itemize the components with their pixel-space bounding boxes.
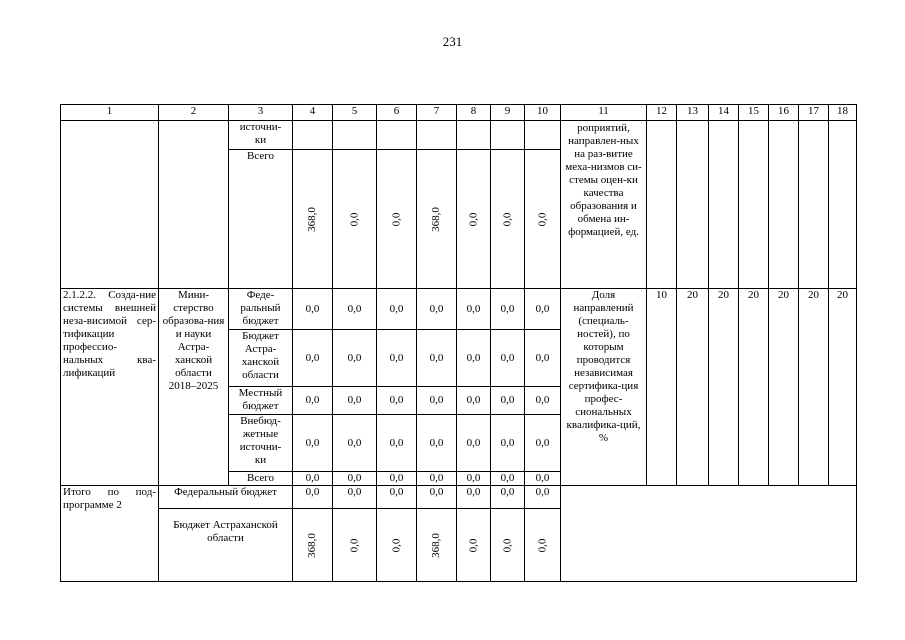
value-cell: 0,0 bbox=[417, 387, 457, 415]
value-cell: 0,0 bbox=[333, 289, 377, 330]
col-header: 4 bbox=[293, 105, 333, 121]
value-cell: 0,0 bbox=[457, 330, 491, 387]
value-cell: 0,0 bbox=[377, 486, 417, 509]
value-cell: 0,0 bbox=[293, 415, 333, 472]
value-cell: 0,0 bbox=[293, 289, 333, 330]
source-label: Местный бюджет bbox=[229, 387, 293, 415]
col-header: 11 bbox=[561, 105, 647, 121]
value-cell: 0,0 bbox=[417, 330, 457, 387]
value-cell: 0,0 bbox=[390, 212, 402, 226]
value-cell: 0,0 bbox=[417, 472, 457, 486]
col-header: 17 bbox=[799, 105, 829, 121]
col-header: 8 bbox=[457, 105, 491, 121]
value-cell: 0,0 bbox=[417, 415, 457, 472]
col-header: 14 bbox=[709, 105, 739, 121]
value-cell: 0,0 bbox=[536, 212, 548, 226]
source-label: Бюджет Астраханской области bbox=[159, 509, 293, 582]
value-cell: 0,0 bbox=[525, 486, 561, 509]
value-cell: 0,0 bbox=[457, 472, 491, 486]
col-header: 15 bbox=[739, 105, 769, 121]
value-cell: 0,0 bbox=[377, 472, 417, 486]
col-header: 18 bbox=[829, 105, 857, 121]
value-cell: 0,0 bbox=[525, 289, 561, 330]
subtotal-label: Итого по под-программе 2 bbox=[61, 486, 159, 582]
source-label: Федеральный бюджет bbox=[159, 486, 293, 509]
indicator-cell: Доля направлений (специаль-ностей), по которым проводится независимая сертифика-ция профес-сиональных квалифика-ций, % bbox=[561, 289, 647, 486]
value-cell: 368,0 bbox=[306, 532, 318, 558]
source-label: источни- ки bbox=[229, 121, 293, 150]
value-cell: 0,0 bbox=[293, 387, 333, 415]
value-cell: 0,0 bbox=[348, 538, 360, 552]
value-cell: 368,0 bbox=[306, 206, 318, 232]
col-header: 3 bbox=[229, 105, 293, 121]
col-header: 13 bbox=[677, 105, 709, 121]
value-cell: 0,0 bbox=[501, 212, 513, 226]
col-header: 10 bbox=[525, 105, 561, 121]
value-cell: 0,0 bbox=[333, 387, 377, 415]
budget-table bbox=[60, 104, 857, 582]
target-cell: 20 bbox=[709, 289, 739, 486]
source-label: Бюджет Астра- ханской области bbox=[229, 330, 293, 387]
value-cell: 0,0 bbox=[536, 538, 548, 552]
value-cell: 0,0 bbox=[467, 212, 479, 226]
indicator-cell: роприятий, направлен-ных на раз-витие меха-низмов си-стемы оцен-ки качества образования и обмена ин-формацией, ед. bbox=[561, 121, 647, 289]
executor-cell: Мини-стерство образова-ния и науки Астра-ханской области 2018–2025 bbox=[159, 289, 229, 486]
col-header: 16 bbox=[769, 105, 799, 121]
header-row bbox=[61, 105, 857, 121]
col-header: 7 bbox=[417, 105, 457, 121]
target-cell: 20 bbox=[739, 289, 769, 486]
value-cell: 0,0 bbox=[501, 538, 513, 552]
value-cell: 0,0 bbox=[491, 387, 525, 415]
value-cell: 0,0 bbox=[417, 486, 457, 509]
value-cell: 0,0 bbox=[457, 415, 491, 472]
table-row bbox=[61, 121, 857, 150]
value-cell: 0,0 bbox=[377, 415, 417, 472]
source-label: Всего bbox=[229, 150, 293, 289]
col-header: 6 bbox=[377, 105, 417, 121]
target-cell: 10 bbox=[647, 289, 677, 486]
value-cell: 0,0 bbox=[333, 415, 377, 472]
value-cell: 0,0 bbox=[348, 212, 360, 226]
table-row bbox=[61, 289, 857, 330]
value-cell: 0,0 bbox=[525, 415, 561, 472]
page-number: 231 bbox=[442, 34, 463, 49]
value-cell: 368,0 bbox=[430, 206, 442, 232]
value-cell: 0,0 bbox=[491, 472, 525, 486]
value-cell: 0,0 bbox=[293, 330, 333, 387]
value-cell: 0,0 bbox=[390, 538, 402, 552]
value-cell: 0,0 bbox=[525, 472, 561, 486]
value-cell: 0,0 bbox=[491, 486, 525, 509]
value-cell: 0,0 bbox=[377, 289, 417, 330]
target-cell: 20 bbox=[829, 289, 857, 486]
target-cell: 20 bbox=[799, 289, 829, 486]
col-header: 1 bbox=[61, 105, 159, 121]
value-cell: 368,0 bbox=[430, 532, 442, 558]
value-cell: 0,0 bbox=[457, 387, 491, 415]
value-cell: 0,0 bbox=[377, 330, 417, 387]
table-row bbox=[61, 486, 857, 509]
value-cell: 0,0 bbox=[457, 486, 491, 509]
executor-cell bbox=[159, 121, 229, 289]
target-cell: 20 bbox=[677, 289, 709, 486]
source-label: Феде- ральный бюджет bbox=[229, 289, 293, 330]
value-cell: 0,0 bbox=[491, 415, 525, 472]
value-cell: 0,0 bbox=[293, 472, 333, 486]
source-label: Внебюд- жетные источни- ки bbox=[229, 415, 293, 472]
value-cell: 0,0 bbox=[525, 330, 561, 387]
value-cell: 0,0 bbox=[333, 330, 377, 387]
col-header: 5 bbox=[333, 105, 377, 121]
source-label: Всего bbox=[229, 472, 293, 486]
col-header: 2 bbox=[159, 105, 229, 121]
value-cell: 0,0 bbox=[417, 289, 457, 330]
measure-name-cell bbox=[61, 121, 159, 289]
measure-name-cell: 2.1.2.2. Созда-ние системы внешней неза-висимой сер-тификации профессио-нальных ква-лификаций bbox=[61, 289, 159, 486]
value-cell: 0,0 bbox=[333, 486, 377, 509]
col-header: 9 bbox=[491, 105, 525, 121]
value-cell: 0,0 bbox=[491, 330, 525, 387]
value-cell: 0,0 bbox=[377, 387, 417, 415]
col-header: 12 bbox=[647, 105, 677, 121]
value-cell: 0,0 bbox=[491, 289, 525, 330]
value-cell: 0,0 bbox=[293, 486, 333, 509]
value-cell: 0,0 bbox=[467, 538, 479, 552]
value-cell: 0,0 bbox=[333, 472, 377, 486]
value-cell: 0,0 bbox=[525, 387, 561, 415]
value-cell: 0,0 bbox=[457, 289, 491, 330]
target-cell: 20 bbox=[769, 289, 799, 486]
